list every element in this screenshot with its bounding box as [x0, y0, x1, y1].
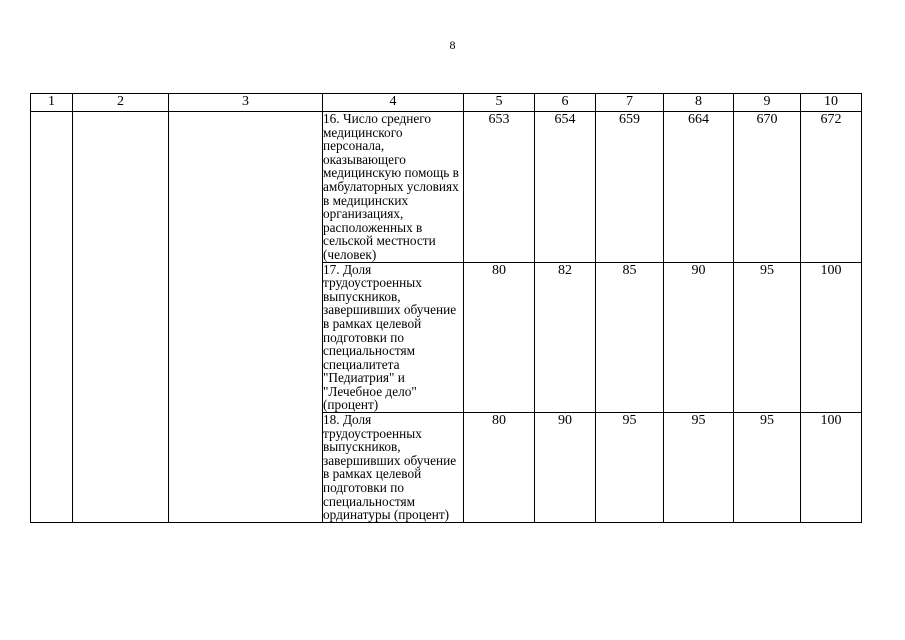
value-cell: 95 — [734, 262, 801, 413]
empty-cell-col1 — [31, 112, 73, 523]
column-header-4: 4 — [323, 94, 464, 112]
data-table — [30, 93, 862, 523]
indicator-description: 17. Доля трудоустроенных выпускников, завершивших обучение в рамках целевой подготовки по специальностям специалитета "Педиатрия" и "Лечебное дело" (процент) — [323, 262, 464, 413]
value-cell: 659 — [596, 112, 664, 263]
column-header-3: 3 — [169, 94, 323, 112]
indicator-description: 16. Число среднего медицинского персонала, оказывающего медицинскую помощь в амбулаторных условиях в медицинских организациях, расположенных в сельской местности (человек) — [323, 112, 464, 263]
empty-cell-col3 — [169, 112, 323, 523]
column-header-6: 6 — [535, 94, 596, 112]
value-cell: 100 — [801, 262, 862, 413]
column-header-5: 5 — [464, 94, 535, 112]
value-cell: 654 — [535, 112, 596, 263]
value-cell: 90 — [664, 262, 734, 413]
column-header-7: 7 — [596, 94, 664, 112]
value-cell: 664 — [664, 112, 734, 263]
value-cell: 80 — [464, 262, 535, 413]
value-cell: 82 — [535, 262, 596, 413]
column-header-2: 2 — [73, 94, 169, 112]
column-header-8: 8 — [664, 94, 734, 112]
column-header-10: 10 — [801, 94, 862, 112]
value-cell: 90 — [535, 413, 596, 523]
empty-cell-col2 — [73, 112, 169, 523]
page-number: 8 — [449, 38, 456, 52]
column-header-9: 9 — [734, 94, 801, 112]
value-cell: 95 — [664, 413, 734, 523]
value-cell: 672 — [801, 112, 862, 263]
indicator-description: 18. Доля трудоустроенных выпускников, завершивших обучение в рамках целевой подготовки по специальностям ординатуры (процент) — [323, 413, 464, 523]
value-cell: 95 — [734, 413, 801, 523]
header-row — [31, 94, 862, 112]
value-cell: 670 — [734, 112, 801, 263]
value-cell: 80 — [464, 413, 535, 523]
column-header-1: 1 — [31, 94, 73, 112]
table-row — [31, 112, 862, 263]
value-cell: 95 — [596, 413, 664, 523]
value-cell: 100 — [801, 413, 862, 523]
value-cell: 85 — [596, 262, 664, 413]
value-cell: 653 — [464, 112, 535, 263]
